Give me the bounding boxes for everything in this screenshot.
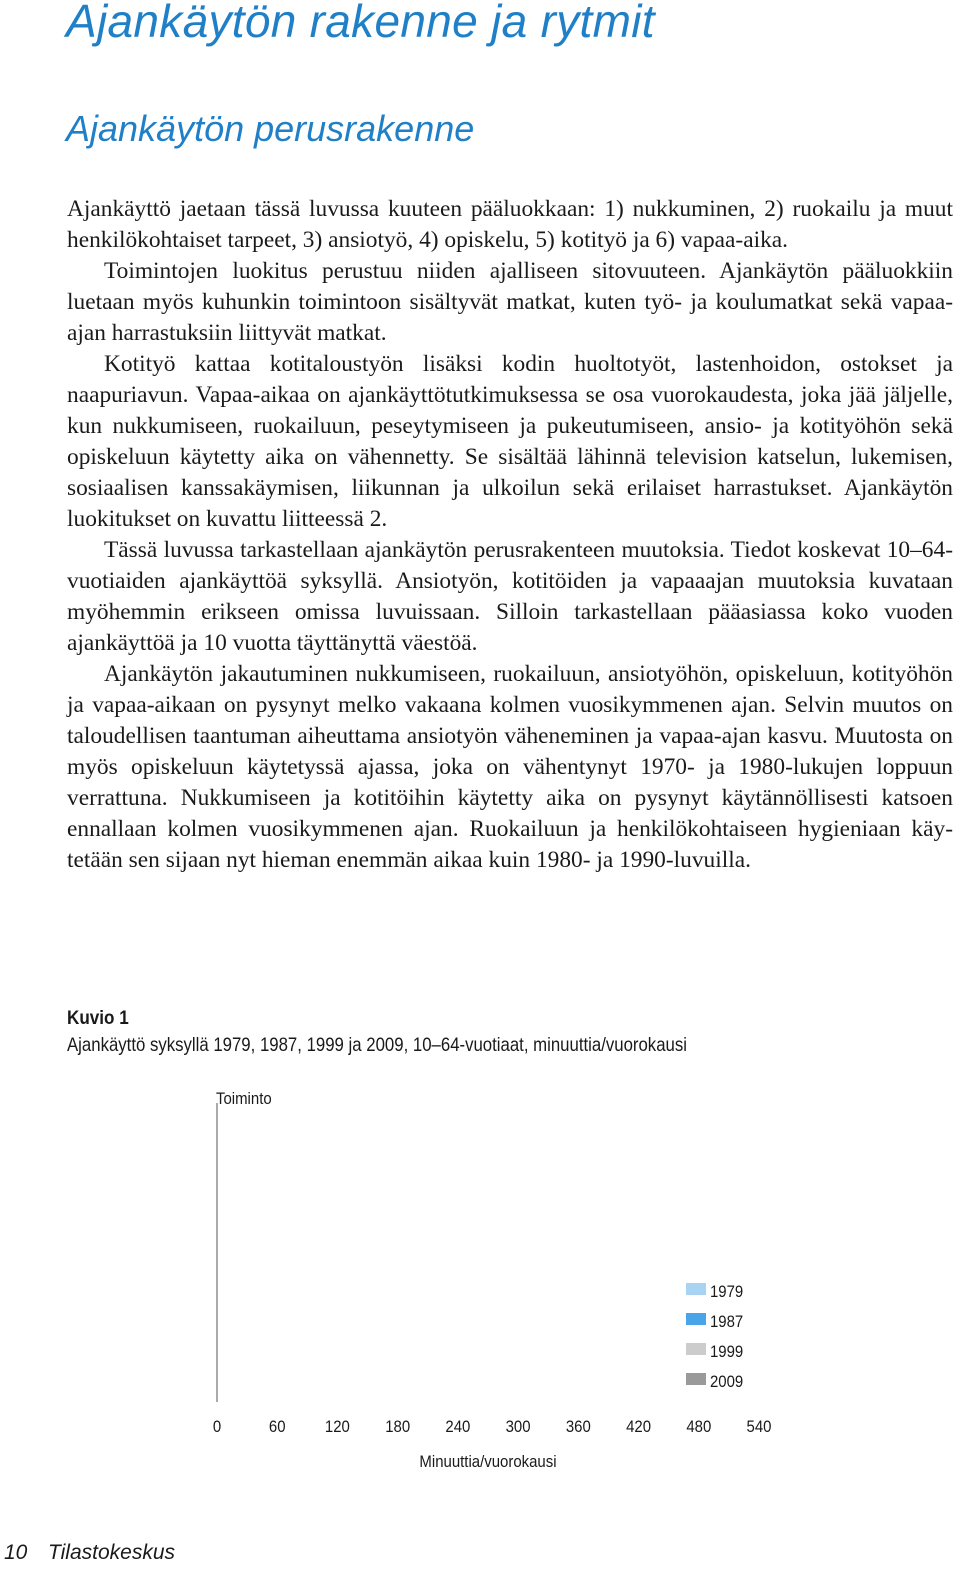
x-tick-label: 60 — [268, 1418, 286, 1437]
x-tick-label: 0 — [212, 1418, 222, 1437]
x-tick-label: 300 — [505, 1418, 531, 1437]
x-tick-label: 240 — [445, 1418, 471, 1437]
paragraph: Toimintojen luokitus perustuu niiden ajalliseen sitovuuteen. Ajankäytön pääluokkiin luetaan myös kuhunkin toimintoon sisältyvät matkat, kuten työ- ja koulumatkat sekä vapaa-ajan harrastuksiin liittyvät matkat. — [67, 258, 953, 346]
legend-swatch-1987 — [686, 1313, 706, 1325]
figure-label: Kuvio 1 — [67, 1008, 129, 1029]
y-axis-label: Toiminto — [216, 1090, 272, 1109]
paragraph: Ajankäyttö jaetaan tässä luvussa kuuteen pääluokkaan: 1) nukkuminen, 2) ruokailu ja muut henkilökohtaiset tarpeet, 3) ansiotyö, 4) opiskelu, 5) kotityö ja 6) vapaa-aika. — [67, 196, 953, 253]
legend-label-1987: 1987 — [710, 1313, 744, 1332]
paragraph: Kotityö kattaa kotitaloustyön lisäksi kodin huoltotyöt, lastenhoidon, ostokset ja naapuriavun. Vapaa-aikaa on ajankäyttötutkimuksessa se osa vuorokaudesta, joka jää jäljelle, kun nukkumiseen, ruokailuun, peseytymiseen ja pukeutumiseen, ansio- ja kotityöhön sekä opiskeluun käytetty aika on vähennetty. Se sisältää lähinnä television katselun, lukemisen, sosiaalisen kanssakäymisen, liikunnan ja ulkoilun sekä erilaiset harrastukset. Ajankäytön luokitukset on kuvattu liitteessä 2. — [67, 351, 953, 532]
time-use-bar-chart — [0, 1080, 960, 1500]
x-tick-label: 120 — [324, 1418, 350, 1437]
x-tick-label: 360 — [565, 1418, 591, 1437]
x-tick-label: 180 — [385, 1418, 411, 1437]
paragraph: Tässä luvussa tarkastellaan ajankäytön perusrakenteen muutoksia. Tiedot koskevat 10–64-vuotiaiden ajankäyttöä syksyllä. Ansiotyön, kotitöiden ja vapaaajan muutoksia kuvataan myöhemmin erikseen omissa luvuissaan. Silloin tarkastellaan pääasiassa koko vuoden ajankäyttöä ja 10 vuotta täyttänyttä väestöä. — [67, 537, 953, 656]
x-tick-label: 420 — [626, 1418, 652, 1437]
x-axis-label: Minuuttia/vuorokausi — [419, 1453, 557, 1472]
x-tick-label: 540 — [746, 1418, 772, 1437]
body-text — [67, 194, 953, 876]
figure-caption: Ajankäyttö syksyllä 1979, 1987, 1999 ja 2009, 10–64-vuotiaat, minuuttia/vuorokausi — [67, 1034, 687, 1056]
legend-label-1999: 1999 — [710, 1343, 744, 1362]
x-tick-label: 480 — [686, 1418, 712, 1437]
page-title: Ajankäytön rakenne ja rytmit — [66, 0, 655, 47]
legend-swatch-2009 — [686, 1373, 706, 1385]
legend-label-2009: 2009 — [710, 1373, 744, 1392]
legend-swatch-1979 — [686, 1283, 706, 1295]
page-number: 10 — [4, 1541, 28, 1564]
publisher-name: Tilastokeskus — [48, 1541, 176, 1564]
paragraph: Ajankäytön jakautuminen nukkumiseen, ruokailuun, ansiotyöhön, opiskeluun, kotityöhön ja vapaa-aikaan on pysynyt melko vakaana kolmen vuosikymmenen ajan. Selvin muutos on taloudellisen taantuman aiheuttama ansiotyön väheneminen ja vapaa-ajan kasvu. Muutosta on myös opiskeluun käytetyssä ajassa, joka on vähentynyt 1970- ja 1980-lukujen loppuun verrattuna. Nukkumiseen ja kotitöihin käytetty aika on pysynyt käytännöllisesti katsoen ennallaan kolmen vuosikymmenen ajan. Ruokailuun ja henkilökohtaiseen hygieniaan käytetään sen sijaan nyt hieman enemmän aikaa kuin 1980- ja 1990-luvuilla. — [67, 661, 953, 873]
page-footer — [4, 1541, 175, 1565]
legend-swatch-1999 — [686, 1343, 706, 1355]
section-title: Ajankäytön perusrakenne — [66, 108, 475, 149]
legend-label-1979: 1979 — [710, 1283, 744, 1302]
